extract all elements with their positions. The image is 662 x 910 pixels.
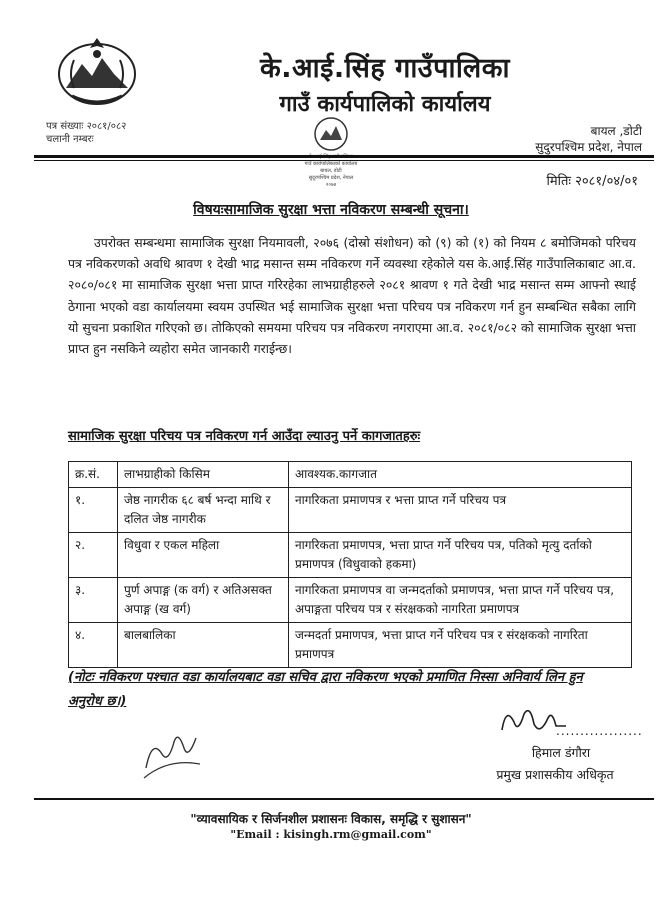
table-cell: जेष्ठ नागरीक ६८ बर्ष भन्दा माथि र दलित जेष्ठ नागरीक [118,488,289,533]
documents-table [68,461,632,668]
letter-date: मितिः २०८१/०४/०१ [546,174,638,189]
table-header-cell: क्र.सं. [69,462,118,488]
office-name: गाउँ कार्यपालिको कार्यालय [279,92,491,117]
letter-body-text: उपरोक्त सम्बन्धमा सामाजिक सुरक्षा नियमावली, २०७६ (दोस्रो संशोधन) को (९) को (१) को नियम ८ बमोजिमको परिचय पत्र नविकरणको अवधि श्रावण १ देखी भाद्र मसान्त सम्म नविकरण गर्ने व्यवस्था रहेकोले यस के.आई.सिंह गाउँपालिकाबाट आ.व. २०८०/०८१ मा सामाजिक सुरक्षा भत्ता प्राप्त गरिरहेका लाभग्राहीहरुले २०८१ श्रावण १ गते देखी भाद्र मसान्त सम्म आफ्नो स्थाई ठेगाना भएको वडा कार्यालयमा स्वयम उपस्थित भई सामाजिक सुरक्षा भत्ता परिचय पत्र नविकरण गर्न हुन सम्बन्धित सबैका लागि यो सुचना प्रकाशित गरिएको छ। तोकिएको समयमा परिचय पत्र नविकरण नगराएमा आ.व. २०८१/०८२ को सामाजिक सुरक्षा भत्ता प्राप्त हुन नसकिने व्यहोरा समेत जानकारी गराईन्छ। [68,235,636,357]
table-cell: नागरिकता प्रमाणपत्र र भत्ता प्राप्त गर्ने परिचय पत्र [289,488,632,533]
signatory-name: हिमाल डंगौरा [531,745,591,760]
documents-heading: सामाजिक सुरक्षा परिचय पत्र नविकरण गर्न आउँदा ल्याउनु पर्ने कागजातहरुः [68,429,421,444]
table-cell: ४. [69,623,118,668]
letter-body [68,232,636,359]
organization-name: के.आई.सिंह गाउँपालिका [260,53,510,84]
nepal-emblem-icon [52,30,142,110]
stamp-text-4: सुदूरपश्चिम प्रदेश, नेपाल [308,175,354,181]
table-header-cell: आवश्यक.कागजात [289,462,632,488]
table-header-row [69,462,632,488]
table-cell: १. [69,488,118,533]
header-divider [34,155,654,158]
table-cell: बालबालिका [118,623,289,668]
table-header-cell: लाभग्राहीको किसिम [118,462,289,488]
stamp-text-5: २०७४ [325,182,337,188]
letter-subject: विषयःसामाजिक सुरक्षा भत्ता नविकरण सम्बन्धी सूचना। [193,202,469,218]
table-row [69,623,632,668]
table-cell: २. [69,533,118,578]
table-cell: नागरिकता प्रमाणपत्र, भत्ता प्राप्त गर्ने परिचय पत्र, पतिको मृत्यु दर्ताको प्रमाणपत्र (विधुवाको हकमा) [289,533,632,578]
header-divider-thin [34,160,654,161]
stamp-text-2: गाउँ कार्यपालिकाको कार्यालय [304,161,358,167]
address-line-1: बायल ,डोटी [590,124,642,138]
stamp-text-3: बायल, डोटी [320,168,342,174]
table-row [69,578,632,623]
note-text: (नोटः नविकरण पश्चात वडा कार्यालयबाट वडा सचिव द्वारा नविकरण भएको प्रमाणित निस्सा अनिवार्य लिन हुन अनुरोध छ।) [68,670,583,709]
office-stamp-icon [296,108,366,188]
table-cell: जन्मदर्ता प्रमाणपत्र, भत्ता प्राप्त गर्ने परिचय पत्र र संरक्षकको नागरिता प्रमाणपत्र [289,623,632,668]
table-row [69,488,632,533]
footer-divider [34,798,654,800]
stamp-text-1: के.आई.सिंह गाउँपालिका [308,154,354,160]
footer-email: "Email : kisingh.rm@gmail.com" [230,828,432,841]
table-cell: विधुवा र एकल महिला [118,533,289,578]
table-cell: ३. [69,578,118,623]
table-row [69,533,632,578]
reference-number: पत्र संख्याः २०८१/०८२ [46,121,127,132]
secondary-signature-icon [138,718,208,788]
table-cell: पुर्ण अपाङ्ग (क वर्ग) र अतिअसक्त अपाङ्ग (ख वर्ग) [118,578,289,623]
address-line-2: सुदुरपश्चिम प्रदेश, नेपाल [535,140,642,154]
signatory-title: प्रमुख प्रशासकीय अधिकृत [496,767,614,782]
table-cell: नागरिकता प्रमाणपत्र वा जन्मदर्ताको प्रमाणपत्र, भत्ता प्राप्त गर्ने परिचय पत्र, अपाङ्गता परिचय पत्र र संरक्षकको नागरिता प्रमाणपत्र [289,578,632,623]
dispatch-number: चलानी नम्बरः [46,134,94,145]
signature-line: .................. [556,724,643,738]
footer-slogan: "व्यावसायिक र सिर्जनशील प्रशासनः विकास, समृद्धि र सुशासन" [190,812,472,826]
